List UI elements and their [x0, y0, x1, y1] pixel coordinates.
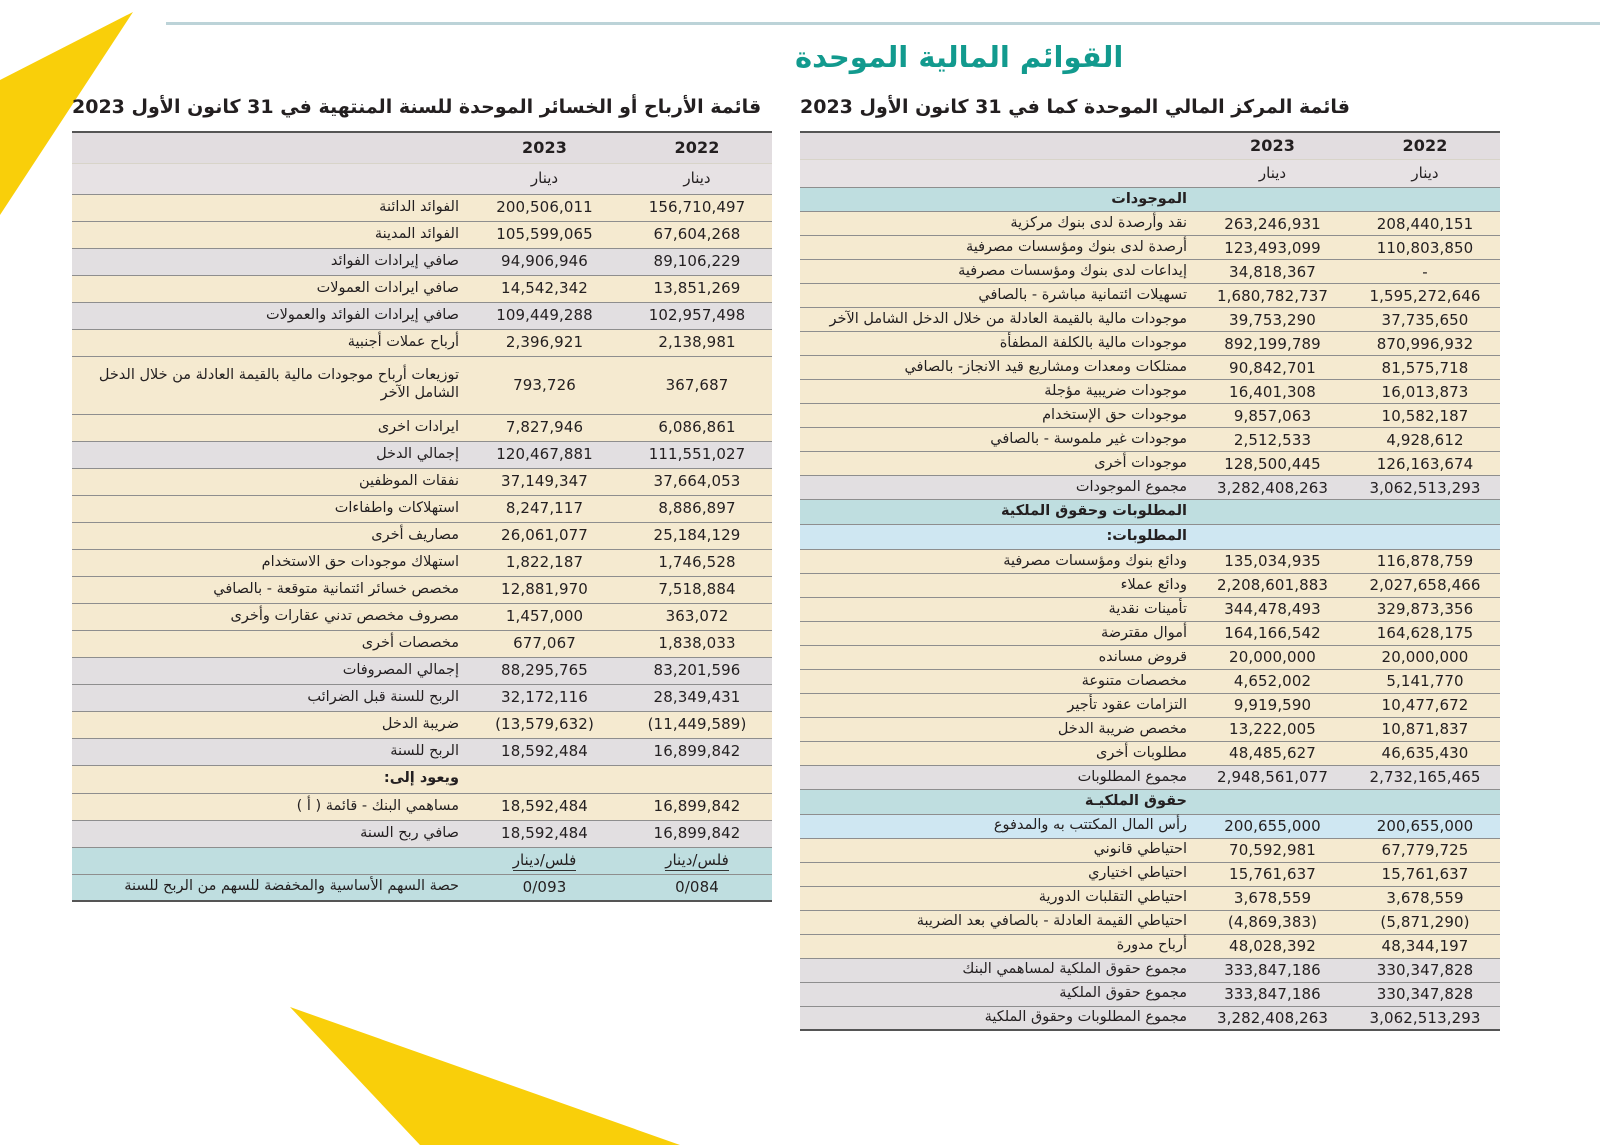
- cell-value-2023: 344,478,493: [1195, 597, 1350, 621]
- table-row: [800, 669, 1500, 693]
- table-header-years: [72, 132, 772, 163]
- cell-value-2023: [1195, 525, 1350, 550]
- table-row: [72, 495, 772, 522]
- table-row: [800, 838, 1500, 862]
- cell-value-2023: [1195, 500, 1350, 525]
- cell-value-2023: 128,500,445: [1195, 452, 1350, 476]
- cell-value-2023: [467, 765, 622, 793]
- cell-value-2022: 1,595,272,646: [1350, 284, 1500, 308]
- cell-label: مخصصات أخرى: [72, 630, 467, 657]
- cell-value-2023: 7,827,946: [467, 414, 622, 441]
- table-row: [800, 693, 1500, 717]
- table-row: [800, 332, 1500, 356]
- cell-value-2022: 102,957,498: [622, 302, 772, 329]
- cell-value-2023: 90,842,701: [1195, 356, 1350, 380]
- cell-value-2023: 37,149,347: [467, 468, 622, 495]
- table-header-units: [72, 163, 772, 194]
- cell-value-2023: 94,906,946: [467, 248, 622, 275]
- cell-value-2022: -: [1350, 260, 1500, 284]
- cell-value-2022: 164,628,175: [1350, 621, 1500, 645]
- cell-label: مجموع المطلوبات: [800, 765, 1195, 789]
- cell-label: استهلاك موجودات حق الاستخدام: [72, 549, 467, 576]
- table-row: [800, 717, 1500, 741]
- cell-value-2022: 6,086,861: [622, 414, 772, 441]
- balance-sheet-table: [800, 131, 1500, 1031]
- cell-label: حقوق الملكيـة: [800, 789, 1195, 814]
- cell-value-2023: 120,467,881: [467, 441, 622, 468]
- cell-value-2023: 34,818,367: [1195, 260, 1350, 284]
- cell-value-2023: 18,592,484: [467, 738, 622, 765]
- cell-value-2022: 15,761,637: [1350, 862, 1500, 886]
- header-label-blank: [800, 132, 1195, 160]
- cell-label: أموال مقترضة: [800, 621, 1195, 645]
- cell-label: ودائع عملاء: [800, 573, 1195, 597]
- cell-value-2022: 16,899,842: [622, 793, 772, 820]
- cell-value-2022: 208,440,151: [1350, 212, 1500, 236]
- cell-value-2022: 67,779,725: [1350, 838, 1500, 862]
- cell-label: مجموع حقوق الملكية: [800, 982, 1195, 1006]
- cell-label: أرباح مدورة: [800, 934, 1195, 958]
- table-row: [800, 573, 1500, 597]
- cell-label: مجموع حقوق الملكية لمساهمي البنك: [800, 958, 1195, 982]
- table-row: [800, 862, 1500, 886]
- cell-label: مخصصات متنوعة: [800, 669, 1195, 693]
- table-row: [72, 549, 772, 576]
- cell-label: الفوائد المدينة: [72, 221, 467, 248]
- cell-label: قروض مسانده: [800, 645, 1195, 669]
- cell-value-2022: 5,141,770: [1350, 669, 1500, 693]
- cell-label: تسهيلات ائتمانية مباشرة - بالصافي: [800, 284, 1195, 308]
- table-section-header: [72, 765, 772, 793]
- cell-value-2022: 156,710,497: [622, 194, 772, 221]
- cell-value-2023: 70,592,981: [1195, 838, 1350, 862]
- cell-value-2022: 7,518,884: [622, 576, 772, 603]
- cell-label: ايرادات اخرى: [72, 414, 467, 441]
- cell-value-2022: 126,163,674: [1350, 452, 1500, 476]
- table-row: [72, 468, 772, 495]
- cell-label: أرصدة لدى بنوك ومؤسسات مصرفية: [800, 236, 1195, 260]
- cell-value-2023: 2,512,533: [1195, 428, 1350, 452]
- table-row: [72, 603, 772, 630]
- cell-label: ودائع بنوك ومؤسسات مصرفية: [800, 550, 1195, 574]
- cell-value-2023: 263,246,931: [1195, 212, 1350, 236]
- table-total-row: [800, 982, 1500, 1006]
- cell-label: مصروف مخصص تدني عقارات وأخرى: [72, 603, 467, 630]
- cell-value-2023: (4,869,383): [1195, 910, 1350, 934]
- cell-value-2023: 18,592,484: [467, 793, 622, 820]
- cell-value-2023: 13,222,005: [1195, 717, 1350, 741]
- cell-label: المطلوبات:: [800, 525, 1195, 550]
- cell-label: الربح للسنة قبل الضرائب: [72, 684, 467, 711]
- table-row: [72, 414, 772, 441]
- cell-label: الربح للسنة: [72, 738, 467, 765]
- table-row: [800, 236, 1500, 260]
- header-year-2022: 2022: [1350, 132, 1500, 160]
- table-row: [72, 630, 772, 657]
- cell-value-2022: (5,871,290): [1350, 910, 1500, 934]
- table-total-row: [72, 657, 772, 684]
- cell-value-2023: 3,282,408,263: [1195, 476, 1350, 500]
- cell-value-2023: 1,680,782,737: [1195, 284, 1350, 308]
- cell-value-2022: 89,106,229: [622, 248, 772, 275]
- cell-label: موجودات أخرى: [800, 452, 1195, 476]
- cell-value-2023: 26,061,077: [467, 522, 622, 549]
- cell-value-2023: 16,401,308: [1195, 380, 1350, 404]
- table-row: [800, 356, 1500, 380]
- table-row: [72, 522, 772, 549]
- cell-value-2022: 67,604,268: [622, 221, 772, 248]
- cell-value-2022: 3,062,513,293: [1350, 476, 1500, 500]
- cell-value-2022: [622, 765, 772, 793]
- cell-value-2023: [1195, 789, 1350, 814]
- table-row: [72, 576, 772, 603]
- cell-label: موجودات مالية بالكلفة المطفأة: [800, 332, 1195, 356]
- cell-value-2022: 25,184,129: [622, 522, 772, 549]
- cell-label: المطلوبات وحقوق الملكية: [800, 500, 1195, 525]
- cell-value-2022: 16,013,873: [1350, 380, 1500, 404]
- cell-label: مصاريف أخرى: [72, 522, 467, 549]
- yellow-wedge-bottom-left: [260, 960, 680, 1145]
- table-row: [800, 308, 1500, 332]
- cell-value-2022: [1350, 500, 1500, 525]
- cell-label: مجموع المطلوبات وحقوق الملكية: [800, 1006, 1195, 1030]
- cell-value-2023: 0/093: [467, 874, 622, 901]
- cell-value-2022: [1350, 789, 1500, 814]
- table-row: [72, 356, 772, 414]
- header-year-2022: 2022: [622, 132, 772, 163]
- cell-value-2022: 81,575,718: [1350, 356, 1500, 380]
- table-row: [800, 741, 1500, 765]
- cell-value-2023: 39,753,290: [1195, 308, 1350, 332]
- cell-value-2022: 20,000,000: [1350, 645, 1500, 669]
- table-row: [800, 910, 1500, 934]
- table-total-row: [800, 1006, 1500, 1030]
- cell-value-2023: 3,282,408,263: [1195, 1006, 1350, 1030]
- cell-value-2023: 123,493,099: [1195, 236, 1350, 260]
- cell-label: موجودات ضريبية مؤجلة: [800, 380, 1195, 404]
- cell-label: نفقات الموظفين: [72, 468, 467, 495]
- table-row: [800, 814, 1500, 838]
- cell-value-2023: 15,761,637: [1195, 862, 1350, 886]
- cell-label: احتياطي قانوني: [800, 838, 1195, 862]
- cell-label: مساهمي البنك - قائمة ( أ ): [72, 793, 467, 820]
- cell-label: الفوائد الدائنة: [72, 194, 467, 221]
- cell-value-2022: 3,678,559: [1350, 886, 1500, 910]
- table-row: [800, 452, 1500, 476]
- cell-value-2023: (13,579,632): [467, 711, 622, 738]
- cell-value-2022: 10,477,672: [1350, 693, 1500, 717]
- balance-sheet-panel: [800, 96, 1500, 1031]
- table-header-units: [800, 160, 1500, 188]
- table-row: [72, 329, 772, 356]
- cell-value-2023: 4,652,002: [1195, 669, 1350, 693]
- cell-value-2022: 330,347,828: [1350, 958, 1500, 982]
- cell-label: التزامات عقود تأجير: [800, 693, 1195, 717]
- cell-value-2022: 330,347,828: [1350, 982, 1500, 1006]
- table-row: [72, 221, 772, 248]
- cell-value-2022: 37,735,650: [1350, 308, 1500, 332]
- table-total-row: [72, 684, 772, 711]
- cell-value-2022: 329,873,356: [1350, 597, 1500, 621]
- cell-label: الموجودات: [800, 187, 1195, 212]
- table-total-row: [72, 248, 772, 275]
- cell-label: صافي ايرادات العمولات: [72, 275, 467, 302]
- cell-label: مخصص ضريبة الدخل: [800, 717, 1195, 741]
- cell-value-2023: 9,919,590: [1195, 693, 1350, 717]
- cell-label: ضريبة الدخل: [72, 711, 467, 738]
- cell-value-2023: 48,485,627: [1195, 741, 1350, 765]
- cell-value-2022: 2,732,165,465: [1350, 765, 1500, 789]
- header-divider-rule: [166, 22, 1600, 25]
- cell-value-2023: 1,457,000: [467, 603, 622, 630]
- cell-value-2023: [1195, 187, 1350, 212]
- cell-label: إجمالي الدخل: [72, 441, 467, 468]
- cell-value-2023: 109,449,288: [467, 302, 622, 329]
- table-total-row: [72, 302, 772, 329]
- cell-label: موجودات غير ملموسة - بالصافي: [800, 428, 1195, 452]
- cell-label: إجمالي المصروفات: [72, 657, 467, 684]
- table-row: [72, 793, 772, 820]
- cell-label: مطلوبات أخرى: [800, 741, 1195, 765]
- cell-value-2022: 83,201,596: [622, 657, 772, 684]
- cell-label: ممتلكات ومعدات ومشاريع قيد الانجاز- بالصافي: [800, 356, 1195, 380]
- cell-value-2022: 48,344,197: [1350, 934, 1500, 958]
- cell-value-2022: 1,746,528: [622, 549, 772, 576]
- cell-label: احتياطي اختياري: [800, 862, 1195, 886]
- cell-value-2023: 2,948,561,077: [1195, 765, 1350, 789]
- cell-value-2022: 363,072: [622, 603, 772, 630]
- table-total-row: [800, 476, 1500, 500]
- table-header-years: [800, 132, 1500, 160]
- cell-value-2022: 13,851,269: [622, 275, 772, 302]
- table-section-header: [800, 187, 1500, 212]
- cell-value-2023: 32,172,116: [467, 684, 622, 711]
- cell-label: حصة السهم الأساسية والمخفضة للسهم من الربح للسنة: [72, 874, 467, 901]
- table-row: [72, 711, 772, 738]
- header-unit-2022: دينار: [622, 163, 772, 194]
- table-row: [800, 550, 1500, 574]
- cell-label: رأس المال المكتتب به والمدفوع: [800, 814, 1195, 838]
- header-year-2023: 2023: [467, 132, 622, 163]
- cell-value-2022: 111,551,027: [622, 441, 772, 468]
- cell-value-2022: 367,687: [622, 356, 772, 414]
- cell-value-2023: 20,000,000: [1195, 645, 1350, 669]
- table-section-header: [800, 500, 1500, 525]
- cell-value-2022: 200,655,000: [1350, 814, 1500, 838]
- cell-value-2023: 12,881,970: [467, 576, 622, 603]
- cell-label: صافي ربح السنة: [72, 820, 467, 847]
- page-title-text: القوائم المالية الموحدة: [795, 40, 1124, 74]
- cell-value-2022: 110,803,850: [1350, 236, 1500, 260]
- cell-value-2022: 870,996,932: [1350, 332, 1500, 356]
- cell-value-2023: 1,822,187: [467, 549, 622, 576]
- cell-label: صافي إيرادات الفوائد: [72, 248, 467, 275]
- cell-value-2022: 10,871,837: [1350, 717, 1500, 741]
- cell-value-2022: 37,664,053: [622, 468, 772, 495]
- income-statement-title: قائمة الأرباح أو الخسائر الموحدة للسنة المنتهية في 31 كانون الأول 2023: [72, 96, 762, 118]
- cell-value-2022: 116,878,759: [1350, 550, 1500, 574]
- cell-label: موجودات حق الإستخدام: [800, 404, 1195, 428]
- cell-value-2023: 18,592,484: [467, 820, 622, 847]
- table-row: [72, 874, 772, 901]
- cell-value-2022: فلس/دينار: [622, 847, 772, 874]
- cell-value-2023: 48,028,392: [1195, 934, 1350, 958]
- cell-value-2023: فلس/دينار: [467, 847, 622, 874]
- table-row: [800, 380, 1500, 404]
- cell-value-2023: 3,678,559: [1195, 886, 1350, 910]
- cell-label: تأمينات نقدية: [800, 597, 1195, 621]
- cell-value-2022: (11,449,589): [622, 711, 772, 738]
- table-row: [800, 645, 1500, 669]
- cell-label: احتياطي القيمة العادلة - بالصافي بعد الضريبة: [800, 910, 1195, 934]
- table-row: [800, 404, 1500, 428]
- cell-value-2023: 8,247,117: [467, 495, 622, 522]
- table-total-row: [72, 738, 772, 765]
- cell-value-2023: 14,542,342: [467, 275, 622, 302]
- cell-value-2022: [1350, 187, 1500, 212]
- cell-value-2023: 9,857,063: [1195, 404, 1350, 428]
- cell-label: احتياطي التقلبات الدورية: [800, 886, 1195, 910]
- cell-value-2022: 46,635,430: [1350, 741, 1500, 765]
- table-total-row: [800, 958, 1500, 982]
- table-row: [800, 284, 1500, 308]
- cell-label: ويعود إلى:: [72, 765, 467, 793]
- cell-value-2022: 10,582,187: [1350, 404, 1500, 428]
- table-row: [72, 275, 772, 302]
- cell-value-2022: 2,138,981: [622, 329, 772, 356]
- cell-label: إيداعات لدى بنوك ومؤسسات مصرفية: [800, 260, 1195, 284]
- cell-value-2023: 892,199,789: [1195, 332, 1350, 356]
- cell-label: مجموع الموجودات: [800, 476, 1195, 500]
- income-statement-table: [72, 131, 772, 902]
- table-subsection-header: [800, 525, 1500, 550]
- header-year-2023: 2023: [1195, 132, 1350, 160]
- cell-value-2023: 333,847,186: [1195, 982, 1350, 1006]
- table-unit-row: [72, 847, 772, 874]
- table-row: [800, 260, 1500, 284]
- cell-value-2022: [1350, 525, 1500, 550]
- cell-value-2023: 135,034,935: [1195, 550, 1350, 574]
- header-unit-2023: دينار: [467, 163, 622, 194]
- cell-label: مخصص خسائر ائتمانية متوقعة - بالصافي: [72, 576, 467, 603]
- cell-value-2023: 105,599,065: [467, 221, 622, 248]
- cell-value-2023: 200,506,011: [467, 194, 622, 221]
- table-row: [800, 212, 1500, 236]
- cell-label: [72, 847, 467, 874]
- header-unit-2022: دينار: [1350, 160, 1500, 188]
- table-total-row: [72, 820, 772, 847]
- cell-value-2022: 16,899,842: [622, 820, 772, 847]
- table-total-row: [800, 765, 1500, 789]
- income-statement-panel: [72, 96, 772, 902]
- cell-value-2022: 4,928,612: [1350, 428, 1500, 452]
- cell-value-2023: 677,067: [467, 630, 622, 657]
- cell-value-2022: 0/084: [622, 874, 772, 901]
- table-row: [800, 886, 1500, 910]
- header-unit-blank: [800, 160, 1195, 188]
- cell-value-2023: 88,295,765: [467, 657, 622, 684]
- cell-value-2022: 2,027,658,466: [1350, 573, 1500, 597]
- header-label-blank: [72, 132, 467, 163]
- table-row: [800, 621, 1500, 645]
- cell-label: موجودات مالية بالقيمة العادلة من خلال الدخل الشامل الآخر: [800, 308, 1195, 332]
- table-row: [72, 194, 772, 221]
- table-total-row: [72, 441, 772, 468]
- cell-label: أرباح عملات أجنبية: [72, 329, 467, 356]
- table-row: [800, 428, 1500, 452]
- cell-value-2023: 333,847,186: [1195, 958, 1350, 982]
- cell-label: صافي إيرادات الفوائد والعمولات: [72, 302, 467, 329]
- cell-value-2023: 164,166,542: [1195, 621, 1350, 645]
- table-row: [800, 597, 1500, 621]
- cell-value-2023: 793,726: [467, 356, 622, 414]
- balance-sheet-title: قائمة المركز المالي الموحدة كما في 31 كانون الأول 2023: [800, 96, 1350, 118]
- table-row: [800, 934, 1500, 958]
- cell-value-2022: 3,062,513,293: [1350, 1006, 1500, 1030]
- cell-value-2022: 1,838,033: [622, 630, 772, 657]
- cell-label: توزيعات أرباح موجودات مالية بالقيمة العادلة من خلال الدخل الشامل الآخر: [72, 356, 467, 414]
- cell-value-2022: 28,349,431: [622, 684, 772, 711]
- cell-label: نقد وأرصدة لدى بنوك مركزية: [800, 212, 1195, 236]
- cell-value-2023: 2,396,921: [467, 329, 622, 356]
- table-section-header: [800, 789, 1500, 814]
- cell-value-2022: 16,899,842: [622, 738, 772, 765]
- header-unit-2023: دينار: [1195, 160, 1350, 188]
- cell-value-2023: 200,655,000: [1195, 814, 1350, 838]
- page-title: [795, 40, 1495, 74]
- cell-value-2022: 8,886,897: [622, 495, 772, 522]
- cell-label: استهلاكات واطفاءات: [72, 495, 467, 522]
- cell-value-2023: 2,208,601,883: [1195, 573, 1350, 597]
- header-unit-blank: [72, 163, 467, 194]
